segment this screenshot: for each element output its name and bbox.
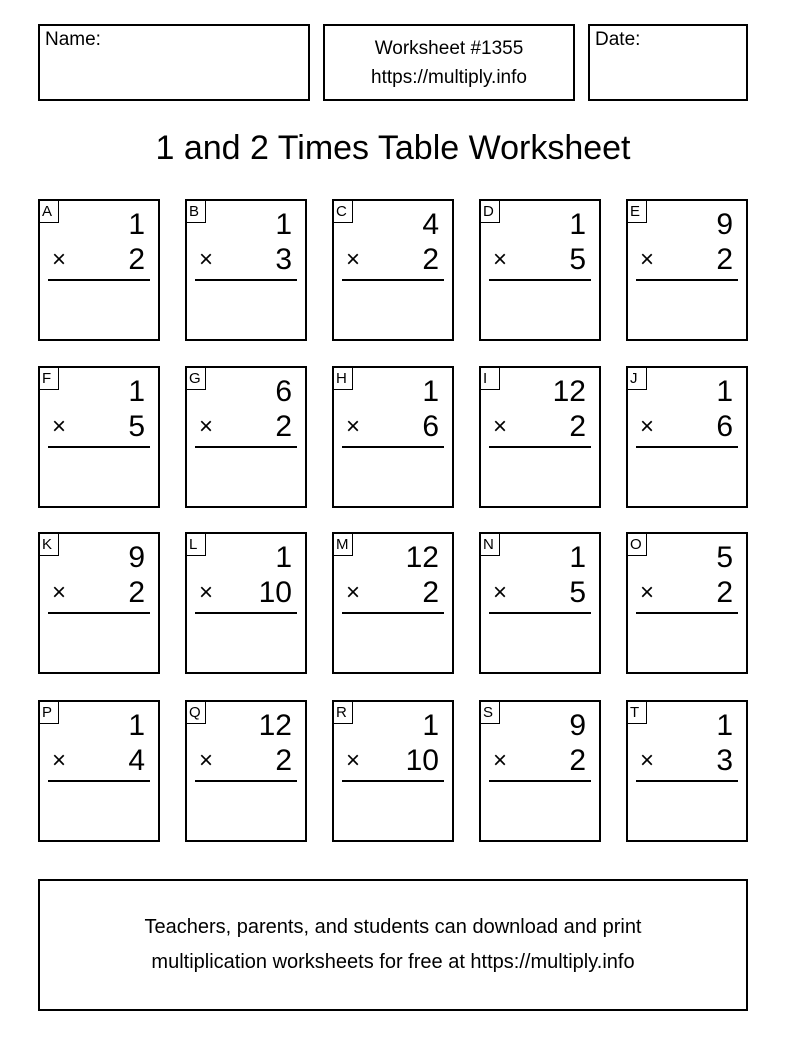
multiply-sign: ×	[493, 747, 508, 774]
multiplicand: 4	[422, 208, 439, 241]
multiplier: 2	[128, 576, 145, 609]
multiply-sign: ×	[346, 246, 361, 273]
problem-card[interactable]	[38, 700, 160, 842]
footer-line-2: multiplication worksheets for free at https://multiply.info	[151, 951, 635, 973]
problem-card[interactable]	[479, 199, 601, 341]
footer-line-1: Teachers, parents, and students can download and print	[144, 916, 642, 938]
multiplier: 2	[569, 744, 586, 777]
answer-line	[636, 279, 738, 281]
answer-line	[489, 780, 591, 782]
multiplier: 5	[128, 410, 145, 443]
multiplicand: 9	[716, 208, 733, 241]
multiplicand: 1	[569, 208, 586, 241]
multiplicand: 1	[128, 709, 145, 742]
answer-line	[342, 780, 444, 782]
answer-line	[636, 612, 738, 614]
multiplier: 2	[275, 744, 292, 777]
problem-label: G	[187, 368, 206, 390]
problem-card[interactable]	[185, 199, 307, 341]
multiplier: 4	[128, 744, 145, 777]
date-label: Date:	[595, 29, 641, 50]
multiplier: 5	[569, 243, 586, 276]
multiplier: 2	[716, 576, 733, 609]
problem-card[interactable]	[479, 700, 601, 842]
answer-line	[48, 279, 150, 281]
multiply-sign: ×	[52, 747, 67, 774]
multiply-sign: ×	[493, 413, 508, 440]
multiplier: 6	[716, 410, 733, 443]
multiply-sign: ×	[199, 246, 214, 273]
answer-line	[195, 780, 297, 782]
multiplier: 2	[422, 243, 439, 276]
multiplicand: 1	[422, 375, 439, 408]
problem-label: B	[187, 201, 206, 223]
answer-line	[489, 279, 591, 281]
multiplicand: 1	[128, 208, 145, 241]
multiplier: 5	[569, 576, 586, 609]
problem-label: P	[40, 702, 59, 724]
multiplicand: 9	[569, 709, 586, 742]
problem-card[interactable]	[479, 532, 601, 674]
problem-label: C	[334, 201, 353, 223]
problem-label: T	[628, 702, 647, 724]
page-title: 1 and 2 Times Table Worksheet	[155, 129, 631, 167]
multiplicand: 1	[128, 375, 145, 408]
problem-card[interactable]	[332, 532, 454, 674]
problem-card[interactable]	[626, 700, 748, 842]
multiplicand: 6	[275, 375, 292, 408]
multiplicand: 1	[275, 541, 292, 574]
multiply-sign: ×	[199, 747, 214, 774]
problem-label: R	[334, 702, 353, 724]
answer-line	[342, 612, 444, 614]
multiply-sign: ×	[346, 747, 361, 774]
answer-line	[195, 446, 297, 448]
answer-line	[342, 279, 444, 281]
problem-label: J	[628, 368, 647, 390]
problem-card[interactable]	[479, 366, 601, 508]
problem-label: Q	[187, 702, 206, 724]
problem-label: D	[481, 201, 500, 223]
multiply-sign: ×	[640, 747, 655, 774]
multiplicand: 12	[258, 709, 292, 742]
problem-label: N	[481, 534, 500, 556]
problem-card[interactable]	[626, 366, 748, 508]
date-field-box[interactable]	[588, 24, 748, 101]
multiply-sign: ×	[493, 246, 508, 273]
problem-label: I	[481, 368, 500, 390]
multiplicand: 1	[275, 208, 292, 241]
answer-line	[195, 279, 297, 281]
multiply-sign: ×	[346, 579, 361, 606]
multiply-sign: ×	[52, 413, 67, 440]
answer-line	[342, 446, 444, 448]
multiply-sign: ×	[52, 246, 67, 273]
problem-card[interactable]	[38, 532, 160, 674]
multiplicand: 1	[716, 709, 733, 742]
problem-label: L	[187, 534, 206, 556]
multiplicand: 5	[716, 541, 733, 574]
problem-label: M	[334, 534, 353, 556]
problem-card[interactable]	[38, 366, 160, 508]
problem-label: E	[628, 201, 647, 223]
multiply-sign: ×	[640, 579, 655, 606]
answer-line	[48, 612, 150, 614]
multiplier: 2	[422, 576, 439, 609]
problem-card[interactable]	[38, 199, 160, 341]
problem-card[interactable]	[185, 532, 307, 674]
problem-card[interactable]	[185, 366, 307, 508]
multiplier: 10	[405, 744, 439, 777]
multiplicand: 9	[128, 541, 145, 574]
worksheet-url: https://multiply.info	[371, 66, 527, 88]
multiplicand: 1	[716, 375, 733, 408]
name-label: Name:	[45, 29, 101, 50]
answer-line	[636, 780, 738, 782]
answer-line	[48, 780, 150, 782]
multiplier: 2	[275, 410, 292, 443]
answer-line	[48, 446, 150, 448]
problem-label: O	[628, 534, 647, 556]
problem-card[interactable]	[626, 199, 748, 341]
multiply-sign: ×	[199, 579, 214, 606]
problem-card[interactable]	[185, 700, 307, 842]
multiply-sign: ×	[52, 579, 67, 606]
footer-note	[38, 879, 748, 1011]
multiplicand: 1	[422, 709, 439, 742]
multiplier: 3	[275, 243, 292, 276]
multiplier: 6	[422, 410, 439, 443]
multiplier: 2	[128, 243, 145, 276]
problem-label: H	[334, 368, 353, 390]
name-field-box[interactable]	[38, 24, 310, 101]
multiplier: 2	[716, 243, 733, 276]
worksheet-number: Worksheet #1355	[374, 37, 524, 59]
problem-card[interactable]	[626, 532, 748, 674]
multiplier: 10	[258, 576, 292, 609]
problem-label: S	[481, 702, 500, 724]
multiply-sign: ×	[346, 413, 361, 440]
problem-card[interactable]	[332, 199, 454, 341]
multiplicand: 12	[405, 541, 439, 574]
answer-line	[636, 446, 738, 448]
multiply-sign: ×	[199, 413, 214, 440]
answer-line	[489, 612, 591, 614]
multiplicand: 12	[552, 375, 586, 408]
multiplicand: 1	[569, 541, 586, 574]
multiplier: 2	[569, 410, 586, 443]
problem-card[interactable]	[332, 366, 454, 508]
multiply-sign: ×	[640, 246, 655, 273]
multiply-sign: ×	[640, 413, 655, 440]
problem-label: K	[40, 534, 59, 556]
multiplier: 3	[716, 744, 733, 777]
problem-card[interactable]	[332, 700, 454, 842]
multiply-sign: ×	[493, 579, 508, 606]
answer-line	[489, 446, 591, 448]
answer-line	[195, 612, 297, 614]
worksheet-info-box	[323, 24, 575, 101]
problem-label: A	[40, 201, 59, 223]
problem-label: F	[40, 368, 59, 390]
